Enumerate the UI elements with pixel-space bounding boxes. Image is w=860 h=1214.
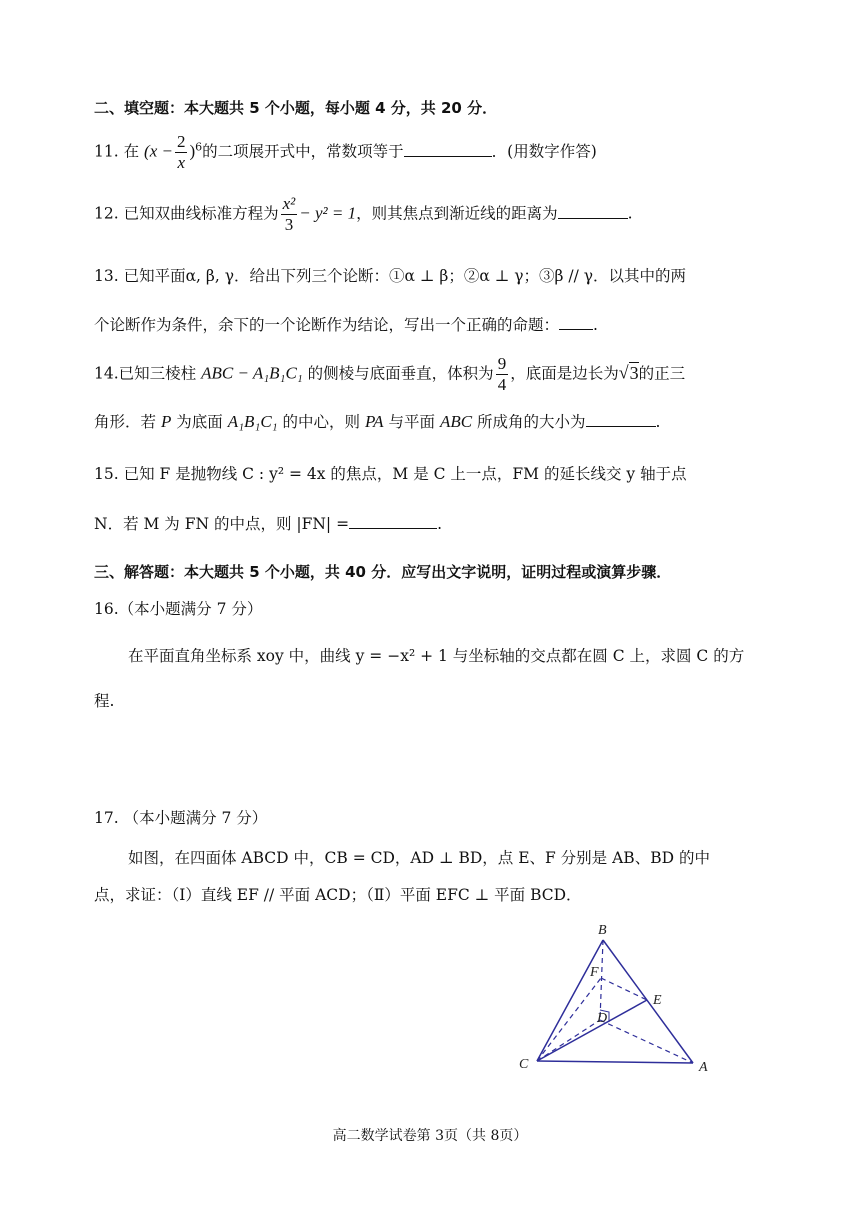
- q14-line2-tail: .: [655, 413, 661, 431]
- q14-mid: 的侧棱与底面垂直，体积为: [307, 364, 494, 383]
- q14-line2-d: 与平面: [388, 413, 435, 431]
- label-a: A: [699, 1060, 708, 1075]
- q14-fraction: [496, 354, 509, 395]
- q11-expr-close: ): [189, 141, 196, 161]
- question-14-line2: [94, 410, 770, 434]
- edge-da: [600, 1020, 693, 1063]
- q11-exponent: 6: [195, 140, 203, 154]
- question-17-line2: 点，求证：（Ⅰ）直线 EF // 平面 ACD；（Ⅱ）平面 EFC ⊥ 平面 BCD．: [94, 886, 582, 904]
- q12-equation-rest: − y² = 1: [299, 203, 357, 223]
- edge-cf: [537, 978, 601, 1061]
- label-d: D: [597, 1011, 608, 1026]
- q15-line2: N．若 M 为 FN 的中点，则 |FN| =: [94, 515, 350, 533]
- q14-number: 14.: [94, 364, 119, 383]
- q14-frac-num: 9: [497, 354, 507, 373]
- q13-line2: 个论断作为条件，余下的一个论断作为结论，写出一个正确的命题：: [94, 316, 560, 334]
- question-16-line2: 程.: [94, 692, 115, 710]
- edge-fe: [601, 978, 647, 1000]
- question-17-header: [94, 806, 770, 830]
- q11-fraction: [175, 132, 188, 173]
- q14-pre: 已知三棱柱: [118, 364, 197, 383]
- q14-sqrt: √3: [618, 362, 639, 383]
- q13-line1: 已知平面α, β, γ．给出下列三个论断：①α ⊥ β；②α ⊥ γ；③β // γ．以其中的两: [123, 267, 687, 285]
- q14-mid2: ，底面是边长为: [510, 364, 619, 383]
- q11-text: 的二项展开式中，常数项等于: [202, 142, 404, 161]
- q17-number: 17.: [94, 809, 119, 827]
- tetrahedron-figure: [505, 918, 725, 1078]
- q14-line2-c: 的中心，则: [282, 413, 361, 431]
- label-f: F: [590, 965, 599, 980]
- question-12: [94, 194, 770, 235]
- q14-line2-b: 为底面: [176, 413, 223, 431]
- q13-line2-tail: .: [593, 316, 598, 334]
- question-13-line2: [94, 313, 770, 337]
- q11-pre: 在: [123, 142, 140, 161]
- question-16-line1: 在平面直角坐标系 xoy 中，曲线 y = −x² + 1 与坐标轴的交点都在圆 C 上，求圆 C 的方: [128, 647, 745, 665]
- q15-number: 15.: [94, 465, 119, 483]
- q14-answer-blank: [586, 410, 656, 427]
- q14-point-p: P: [160, 412, 172, 431]
- q14-base: A₁B₁C₁: [227, 412, 278, 431]
- label-b: B: [598, 923, 607, 938]
- q16-score: （本小题满分 7 分）: [118, 600, 263, 618]
- q12-frac-num: x²: [282, 194, 296, 213]
- q15-line2-tail: .: [437, 515, 442, 533]
- q12-pre: 已知双曲线标准方程为: [123, 204, 279, 223]
- q14-line2-a: 角形．若: [94, 413, 157, 431]
- question-14-line1: [94, 354, 770, 395]
- q11-expr-open: (x −: [144, 141, 173, 161]
- edge-ba: [603, 940, 693, 1063]
- page-footer: 高二数学试卷第 3页（共 8页）: [332, 1128, 528, 1144]
- q13-answer-blank: [559, 313, 593, 330]
- q11-answer-blank: [404, 140, 492, 157]
- q11-frac-den: x: [177, 153, 185, 172]
- edge-cd: [537, 1020, 600, 1061]
- q16-number: 16.: [94, 600, 119, 618]
- question-13-line1: [94, 264, 770, 288]
- q11-frac-num: 2: [176, 132, 186, 151]
- q14-line2-e: 所成角的大小为: [476, 413, 586, 431]
- question-15-line2: [94, 512, 770, 536]
- q12-fraction: [281, 194, 298, 235]
- q17-score: （本小题满分 7 分）: [123, 809, 268, 827]
- q14-segment-pa: PA: [364, 412, 384, 431]
- q12-text: ，则其焦点到渐近线的距离为: [356, 204, 558, 223]
- q14-prism: ABC − A₁B₁C₁: [201, 363, 303, 383]
- section3-heading: 三、解答题：本大题共 5 个小题，共 40 分．应写出文字说明，证明过程或演算步骤．: [94, 563, 672, 581]
- section2-heading: 二、填空题：本大题共 5 个小题，每小题 4 分，共 20 分．: [94, 99, 498, 117]
- q14-frac-den: 4: [497, 375, 507, 394]
- question-16-header: [94, 597, 770, 621]
- q12-frac-den: 3: [284, 215, 294, 234]
- q12-number: 12.: [94, 204, 119, 223]
- q11-tail: ．(用数字作答): [491, 142, 597, 161]
- q14-plane-abc: ABC: [439, 412, 473, 431]
- question-17-line1: 如图，在四面体 ABCD 中，CB = CD，AD ⊥ BD，点 E、F 分别是 AB、BD 的中: [128, 849, 710, 867]
- q14-sqrt-value: 3: [629, 362, 639, 383]
- edge-ca: [537, 1061, 693, 1063]
- q15-answer-blank: [349, 512, 437, 529]
- label-c: C: [519, 1057, 529, 1072]
- q12-answer-blank: [558, 202, 628, 219]
- edge-bd: [600, 940, 603, 1020]
- q13-number: 13.: [94, 267, 119, 285]
- q14-tail1: 的正三: [638, 364, 686, 383]
- label-e: E: [653, 993, 662, 1008]
- q11-number: 11.: [94, 142, 119, 161]
- question-15-line1: [94, 462, 770, 486]
- q15-line1: 已知 F 是抛物线 C : y² = 4x 的焦点，M 是 C 上一点，FM 的延长线交 y 轴于点: [123, 465, 687, 483]
- q12-tail: .: [627, 204, 633, 223]
- question-11: [94, 132, 770, 173]
